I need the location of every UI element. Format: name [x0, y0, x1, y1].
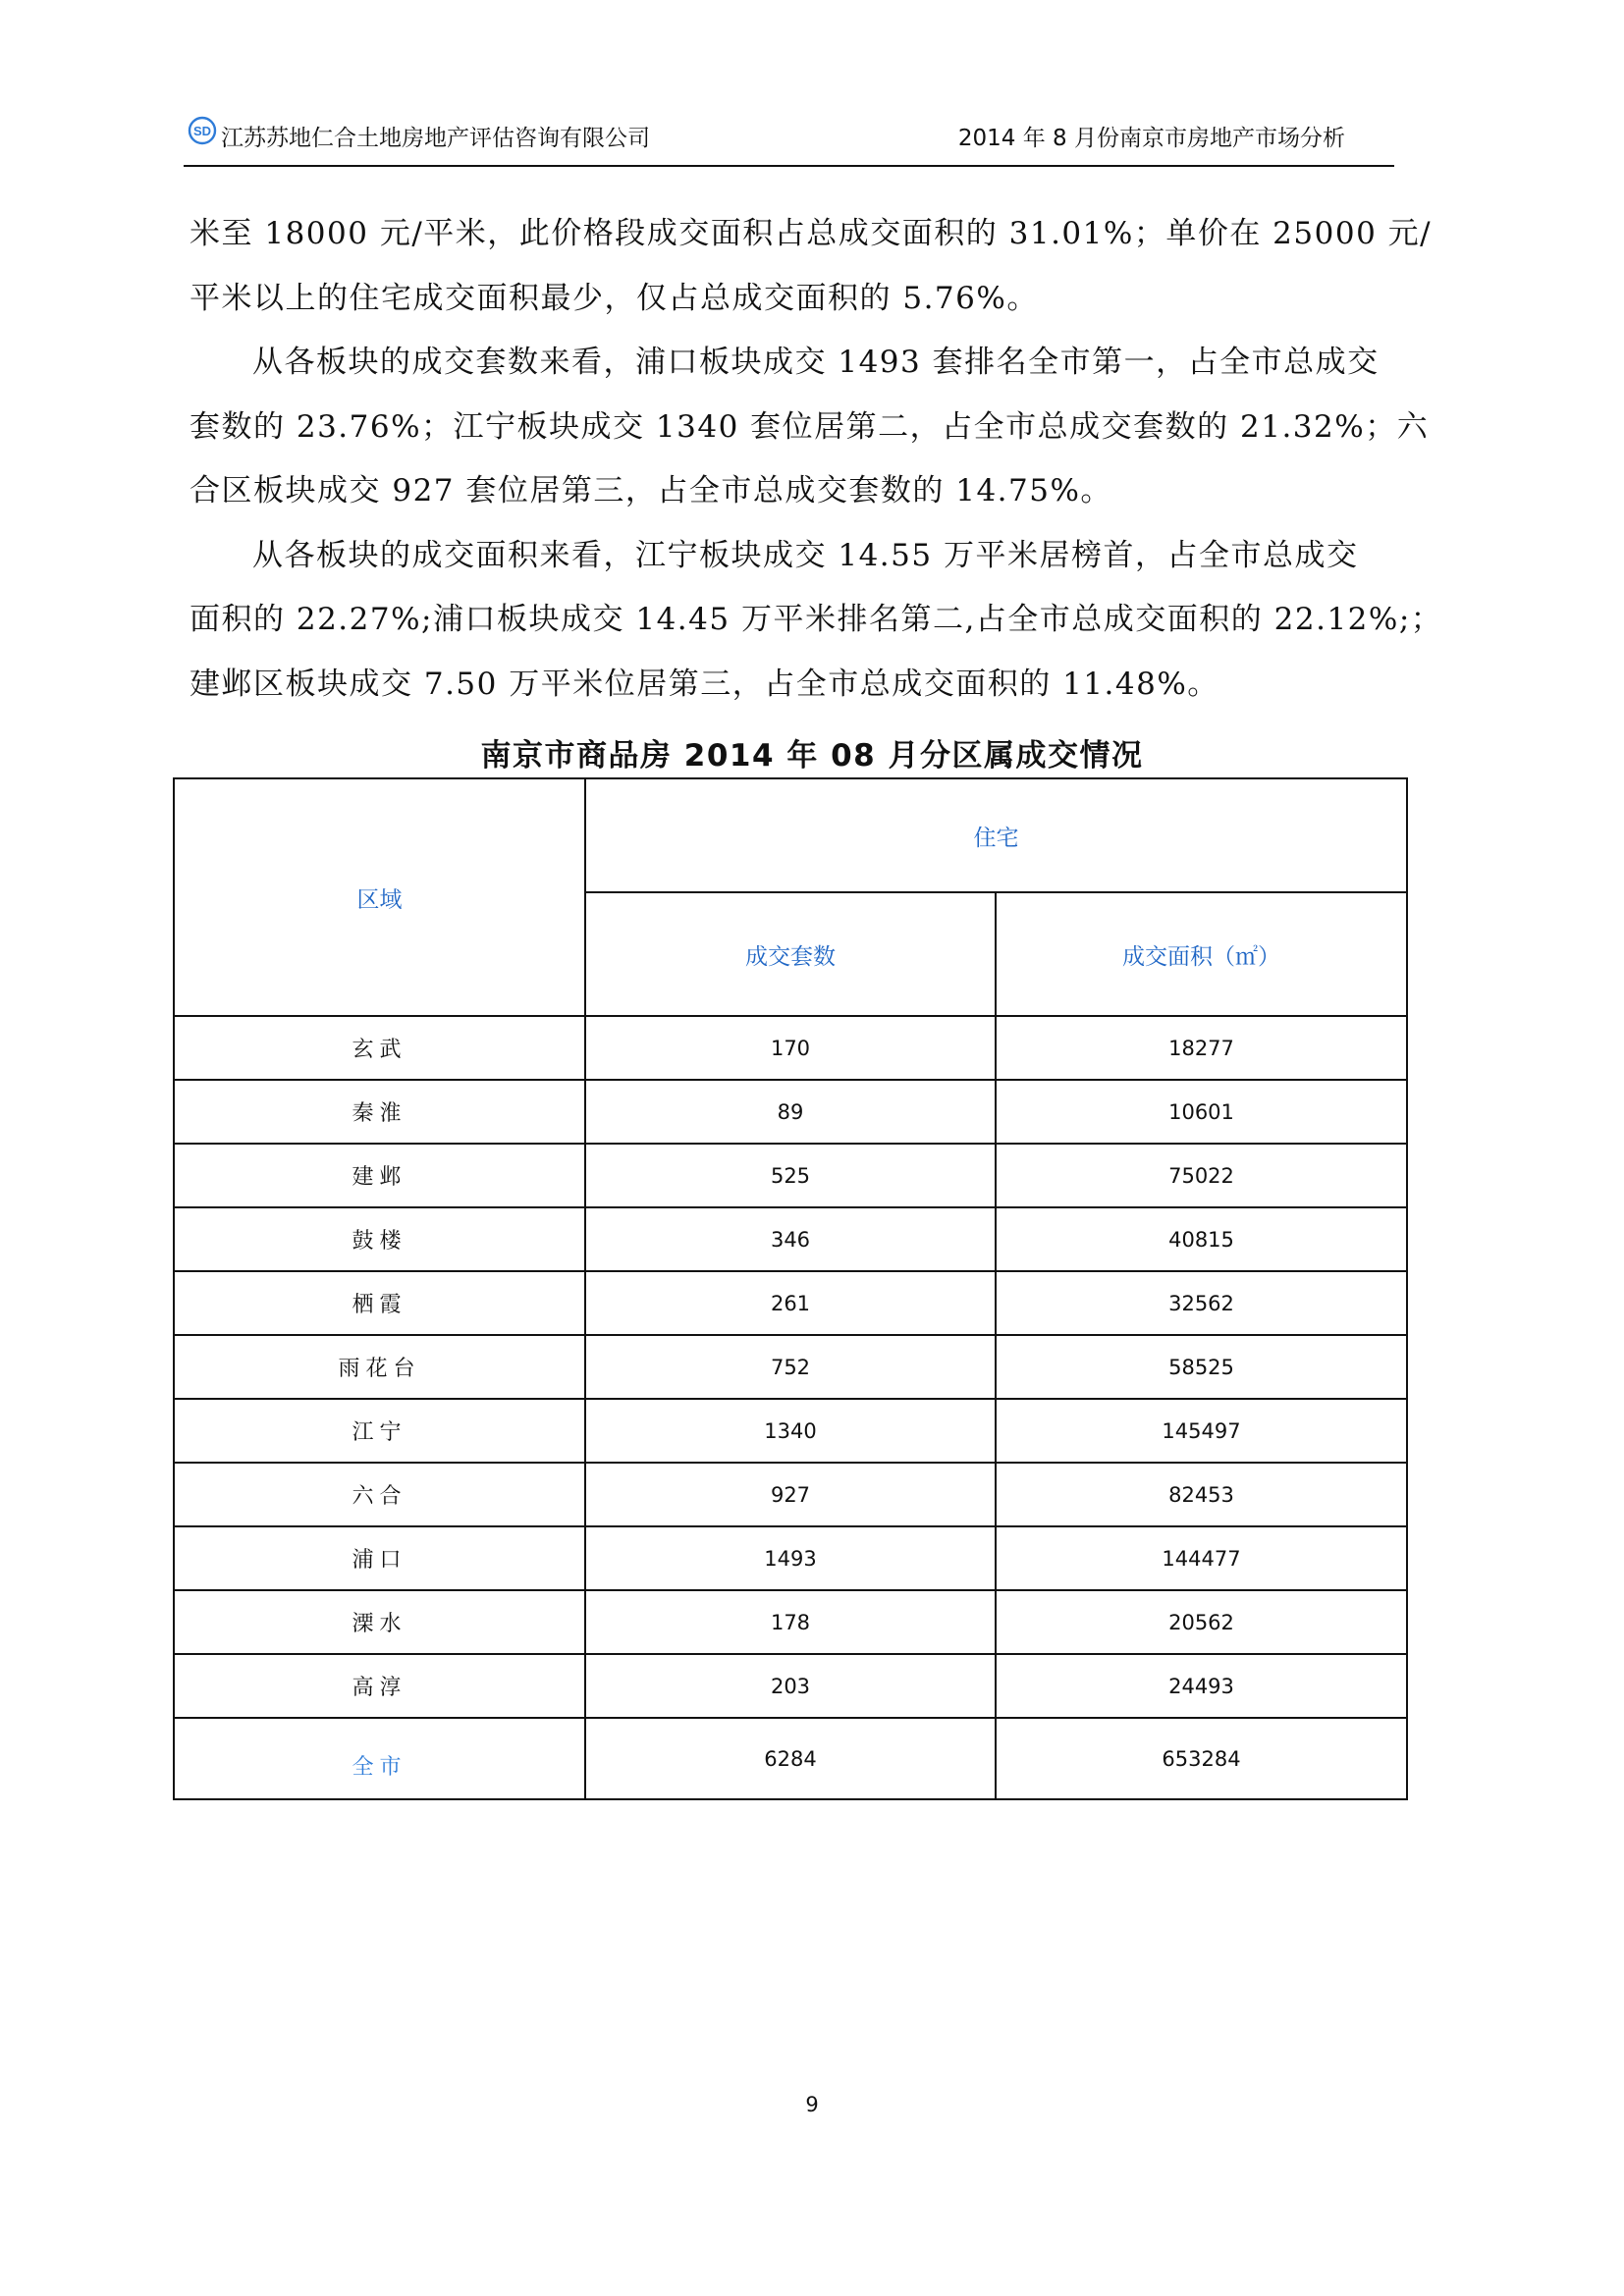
table-row [174, 1207, 1407, 1271]
table-row [174, 1463, 1407, 1526]
table-row [174, 1080, 1407, 1144]
paragraph-line: 米至 18000 元/平米，此价格段成交面积占总成交面积的 31.01%；单价在 25000 元/ [189, 216, 1433, 251]
district-name: 六合 [174, 1463, 585, 1526]
transaction-area: 40815 [996, 1207, 1407, 1271]
table-total-row [174, 1718, 1407, 1799]
transaction-count: 1493 [585, 1526, 996, 1590]
page-header [184, 110, 1394, 167]
table-title: 南京市商品房 2014 年 08 月分区属成交情况 [480, 738, 1144, 774]
transaction-area: 58525 [996, 1335, 1407, 1399]
transaction-count: 203 [585, 1654, 996, 1718]
transaction-area: 10601 [996, 1080, 1407, 1144]
transaction-area: 20562 [996, 1590, 1407, 1654]
district-name: 浦口 [174, 1526, 585, 1590]
sd-logo-icon [188, 116, 217, 145]
header-residential: 住宅 [585, 778, 1407, 892]
header-region: 区域 [174, 778, 585, 1016]
header-rule [184, 165, 1394, 167]
total-count: 6284 [585, 1718, 996, 1799]
page-number: 9 [805, 2093, 819, 2116]
paragraph-line: 从各板块的成交面积来看，江宁板块成交 14.55 万平米居榜首，占全市总成交 [252, 537, 1359, 573]
paragraph-line: 面积的 22.27%;浦口板块成交 14.45 万平米排名第二,占全市总成交面积的 22.12%;； [189, 602, 1443, 637]
paragraph-line: 平米以上的住宅成交面积最少，仅占总成交面积的 5.76%。 [189, 280, 1039, 316]
table-row [174, 1526, 1407, 1590]
table-row [174, 1590, 1407, 1654]
district-name: 栖霞 [174, 1271, 585, 1335]
paragraph-line: 合区板块成交 927 套位居第三，占全市总成交套数的 14.75%。 [189, 473, 1112, 508]
district-name: 溧水 [174, 1590, 585, 1654]
district-name: 高淳 [174, 1654, 585, 1718]
total-area: 653284 [996, 1718, 1407, 1799]
district-name: 玄武 [174, 1016, 585, 1080]
transaction-count: 346 [585, 1207, 996, 1271]
table-row [174, 1016, 1407, 1080]
table-row [174, 1271, 1407, 1335]
transaction-area: 32562 [996, 1271, 1407, 1335]
paragraph-line: 套数的 23.76%；江宁板块成交 1340 套位居第二，占全市总成交套数的 21.32%；六 [189, 408, 1430, 445]
total-label: 全市 [174, 1718, 585, 1799]
transaction-count: 927 [585, 1463, 996, 1526]
transaction-area: 145497 [996, 1399, 1407, 1463]
district-name: 雨花台 [174, 1335, 585, 1399]
transaction-count: 170 [585, 1016, 996, 1080]
transaction-count: 752 [585, 1335, 996, 1399]
transaction-count: 261 [585, 1271, 996, 1335]
body-text [189, 202, 1443, 717]
table-row [174, 1399, 1407, 1463]
svg-text:SD: SD [192, 124, 212, 138]
document-title: 2014 年 8 月份南京市房地产市场分析 [957, 126, 1345, 151]
header-area: 成交面积（㎡） [996, 892, 1407, 1016]
paragraph-line: 建邺区板块成交 7.50 万平米位居第三，占全市总成交面积的 11.48%。 [189, 666, 1219, 702]
table-row [174, 1335, 1407, 1399]
transaction-area: 75022 [996, 1144, 1407, 1207]
district-transactions-table [173, 777, 1408, 1800]
district-name: 鼓楼 [174, 1207, 585, 1271]
header-count: 成交套数 [585, 892, 996, 1016]
transaction-area: 144477 [996, 1526, 1407, 1590]
table-row [174, 1144, 1407, 1207]
paragraph-line: 从各板块的成交套数来看，浦口板块成交 1493 套排名全市第一，占全市总成交 [252, 345, 1380, 380]
district-name: 江宁 [174, 1399, 585, 1463]
transaction-count: 89 [585, 1080, 996, 1144]
table-row [174, 1654, 1407, 1718]
company-name: 江苏苏地仁合土地房地产评估咨询有限公司 [221, 126, 650, 151]
district-name: 建邺 [174, 1144, 585, 1207]
transaction-count: 525 [585, 1144, 996, 1207]
table-body [174, 1016, 1407, 1799]
transaction-area: 18277 [996, 1016, 1407, 1080]
transaction-count: 178 [585, 1590, 996, 1654]
transaction-count: 1340 [585, 1399, 996, 1463]
district-name: 秦淮 [174, 1080, 585, 1144]
transaction-area: 24493 [996, 1654, 1407, 1718]
transaction-area: 82453 [996, 1463, 1407, 1526]
